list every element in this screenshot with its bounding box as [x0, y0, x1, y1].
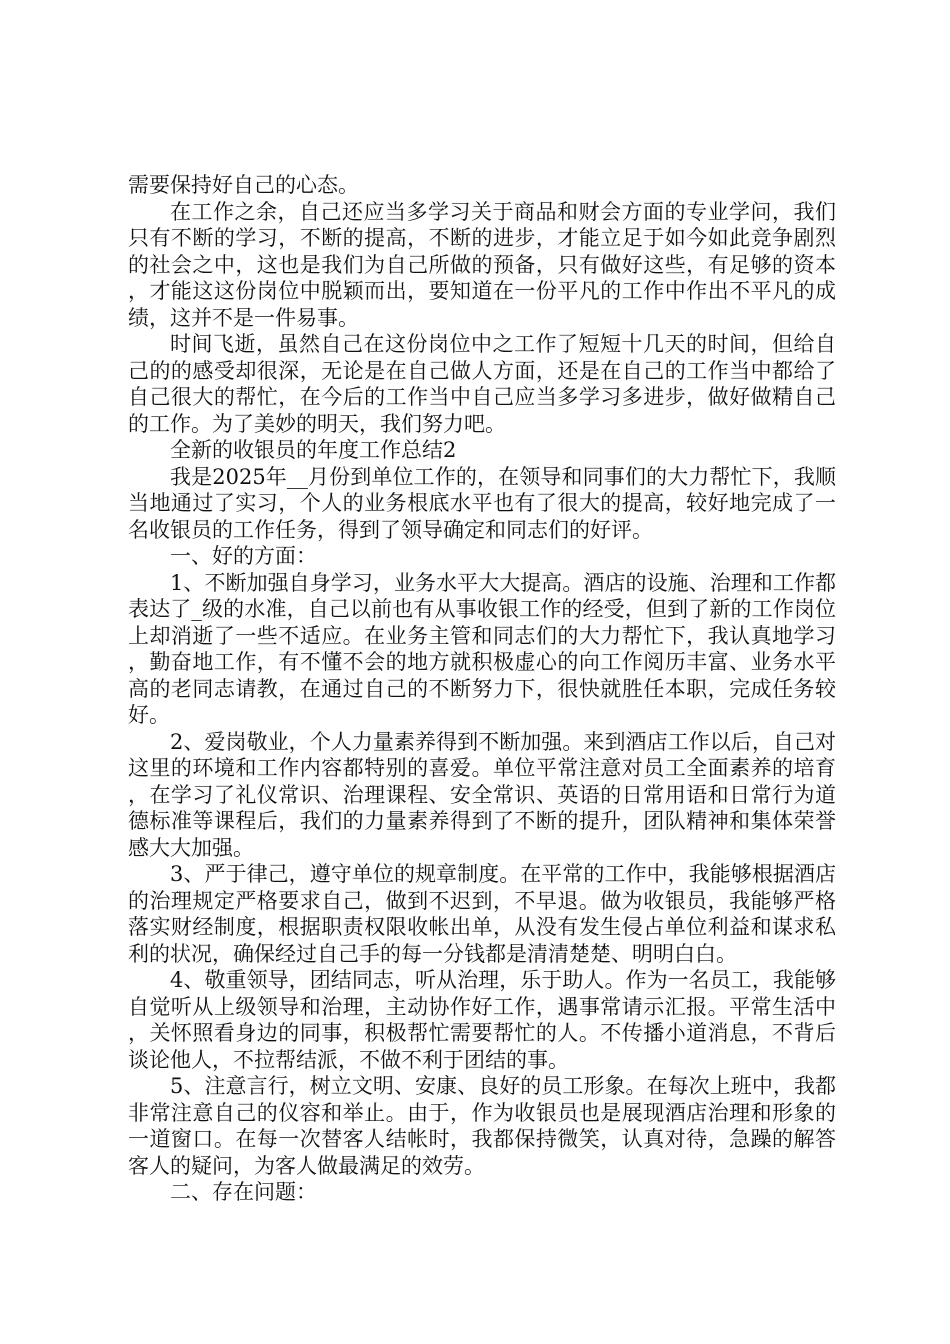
- paragraph-time: 时间飞逝，虽然自己在这份岗位中之工作了短短十几天的时间，但给自己的的感受却很深，无论是在自己做人方面，还是在自己的工作当中都给了自己很大的帮忙，在今后的工作当中自己应当多学习多进步，做好做精自己的工作。为了美妙的明天，我们努力吧。: [128, 332, 836, 436]
- paragraph-continuation: 需要保持好自己的心态。: [128, 173, 359, 197]
- heading-problems: 二、存在问题：: [170, 1180, 317, 1204]
- paragraph-item-4: 4、敬重领导，团结同志，听从治理，乐于助人。作为一名员工，我能够自觉听从上级领导和治理，主动协作好工作，遇事常请示汇报。平常生活中，关怀照看身边的同事，积极帮忙需要帮忙的人。不传播小道消息，不背后谈论他人，不拉帮结派，不做不利于团结的事。: [128, 968, 836, 1072]
- paragraph-intro: 我是2025年__月份到单位工作的，在领导和同事们的大力帮忙下，我顺当地通过了实习，个人的业务根底水平也有了很大的提高，较好地完成了一名收银员的工作任务，得到了领导确定和同志们的好评。: [128, 464, 836, 542]
- paragraph-item-5: 5、注意言行，树立文明、安康、良好的员工形象。在每次上班中，我都非常注意自己的仪容和举止。由于，作为收银员也是展现酒店治理和形象的一道窗口。在每一次替客人结帐时，我都保持微笑，认真对待，急躁的解答客人的疑问，为客人做最满足的效劳。: [128, 1074, 836, 1178]
- paragraph-study: 在工作之余，自己还应当多学习关于商品和财会方面的专业学问，我们只有不断的学习，不断的提高，不断的进步，才能立足于如今如此竞争剧烈的社会之中，这也是我们为自己所做的预备，只有做好这些，有足够的资本，才能这这份岗位中脱颖而出，要知道在一份平凡的工作中作出不平凡的成绩，这并不是一件易事。: [128, 199, 836, 330]
- document-body: [128, 172, 836, 1206]
- paragraph-item-1: 1、不断加强自身学习，业务水平大大提高。酒店的设施、治理和工作都表达了_级的水准，自己以前也有从事收银工作的经受，但到了新的工作岗位上却消逝了一些不适应。在业务主管和同志们的大力帮忙下，我认真地学习，勤奋地工作，有不懂不会的地方就积极虚心的向工作阅历丰富、业务水平高的老同志请教，在通过自己的不断努力下，很快就胜任本职，完成任务较好。: [128, 570, 836, 727]
- heading-good-aspects: 一、好的方面：: [170, 544, 317, 568]
- paragraph-item-3: 3、严于律己，遵守单位的规章制度。在平常的工作中，我能够根据酒店的治理规定严格要求自己，做到不迟到，不早退。做为收银员，我能够严格落实财经制度，根据职责权限收帐出单，从没有发生侵占单位利益和谋求私利的状况，确保经过自己手的每一分钱都是清清楚楚、明明白白。: [128, 862, 836, 966]
- paragraph-item-2: 2、爱岗敬业，个人力量素养得到不断加强。来到酒店工作以后，自己对这里的环境和工作内容都特别的喜爱。单位平常注意对员工全面素养的培育，在学习了礼仪常识、治理课程、安全常识、英语的日常用语和日常行为道德标准等课程后，我们的力量素养得到了不断的提升，团队精神和集体荣誉感大大加强。: [128, 729, 836, 860]
- section-title: 全新的收银员的年度工作总结2: [170, 438, 457, 462]
